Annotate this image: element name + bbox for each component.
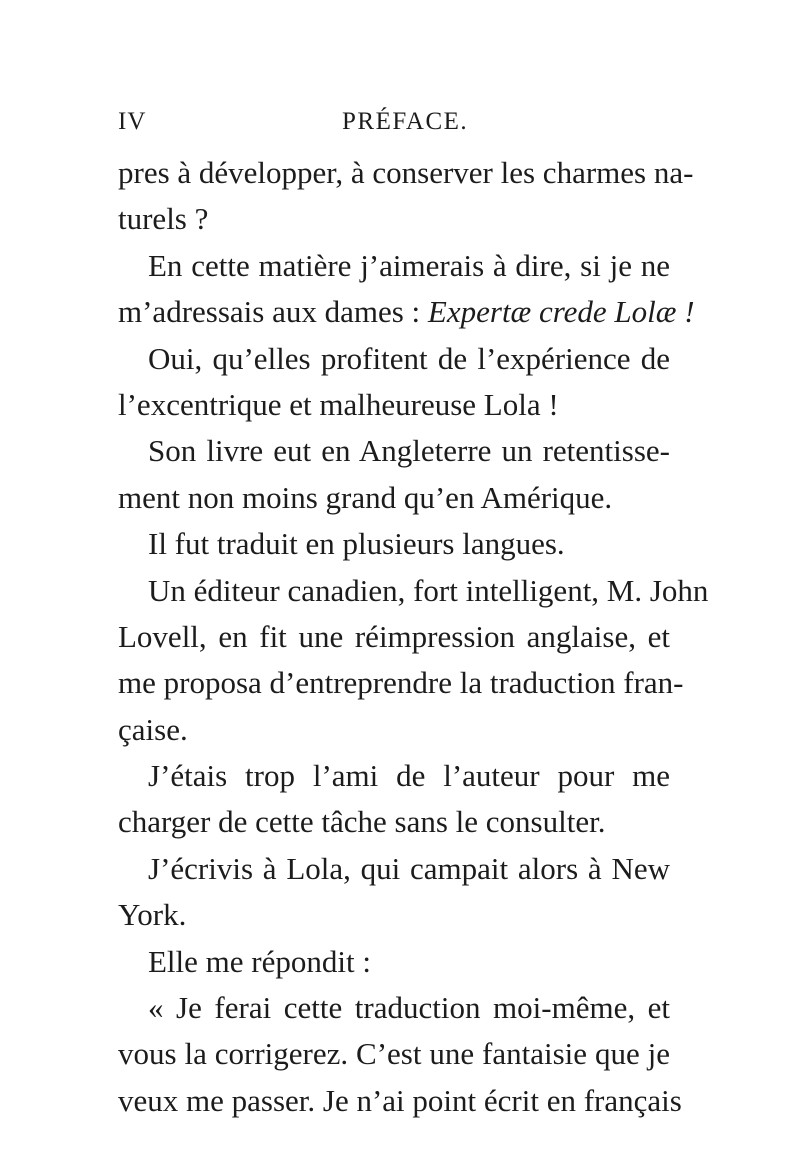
text-line-content: vous la corrigerez. C’est une fantaisie que je — [118, 1036, 670, 1072]
page-number: IV — [118, 108, 147, 135]
text-line-content: J’étais trop l’ami de l’auteur pour me — [148, 758, 670, 794]
text-line — [118, 985, 670, 1031]
text-line-content: charger de cette tâche sans le consulter. — [118, 804, 606, 840]
text-line — [118, 1031, 670, 1077]
text-line — [118, 799, 670, 845]
text-line — [118, 336, 670, 382]
text-line-content: Lovell, en fit une réimpression anglaise, et — [118, 618, 670, 654]
text-line-content: turels ? — [118, 201, 209, 237]
text-line — [118, 428, 670, 474]
text-line-content: çaise. — [118, 711, 188, 747]
text-line-content: pres à développer, à conserver les charmes na- — [118, 155, 694, 190]
text-line-content: veux me passer. Je n’ai point écrit en français — [118, 1082, 682, 1118]
text-line-content: l’excentrique et malheureuse Lola ! — [118, 386, 559, 422]
text-line-content: ment non moins grand qu’en Amérique. — [118, 479, 613, 515]
text-line — [118, 1078, 682, 1124]
text-line — [118, 150, 694, 196]
text-line-content: me proposa d’entreprendre la traduction fran- — [118, 665, 684, 701]
text-line-content: « Je ferai cette traduction moi-même, et — [148, 990, 670, 1026]
text-line-content: Son livre eut en Angleterre un retentisse- — [148, 433, 670, 469]
text-line — [118, 243, 670, 289]
text-line-content: Il fut traduit en plusieurs langues. — [148, 526, 565, 562]
text-line — [118, 289, 695, 335]
text-line — [118, 521, 670, 567]
text-line — [118, 939, 670, 985]
text-line-content: Elle me répondit : — [148, 943, 371, 979]
text-line-content: York. — [118, 897, 187, 933]
body-text — [118, 150, 709, 1124]
text-line-content: J’écrivis à Lola, qui campait alors à New — [148, 850, 670, 886]
running-title: PRÉFACE. — [342, 108, 469, 135]
text-line — [118, 475, 670, 521]
text-line — [118, 753, 670, 799]
page-header — [118, 108, 670, 144]
text-line-content: En cette matière j’aimerais à dire, si je ne — [148, 247, 670, 283]
text-line — [118, 614, 670, 660]
text-line — [118, 660, 684, 706]
text-line — [118, 568, 709, 614]
text-line — [118, 707, 670, 753]
text-line — [118, 892, 670, 938]
text-line-content: m’adressais aux dames : — [118, 294, 428, 330]
latin-quotation: Expertæ crede Lolæ ! — [427, 294, 695, 330]
text-line — [118, 382, 670, 428]
text-line-content: Oui, qu’elles profitent de l’expérience de — [148, 340, 670, 376]
text-line — [118, 846, 670, 892]
text-line-content: Un éditeur canadien, fort intelligent, M. John — [148, 572, 709, 608]
text-line — [118, 196, 670, 242]
